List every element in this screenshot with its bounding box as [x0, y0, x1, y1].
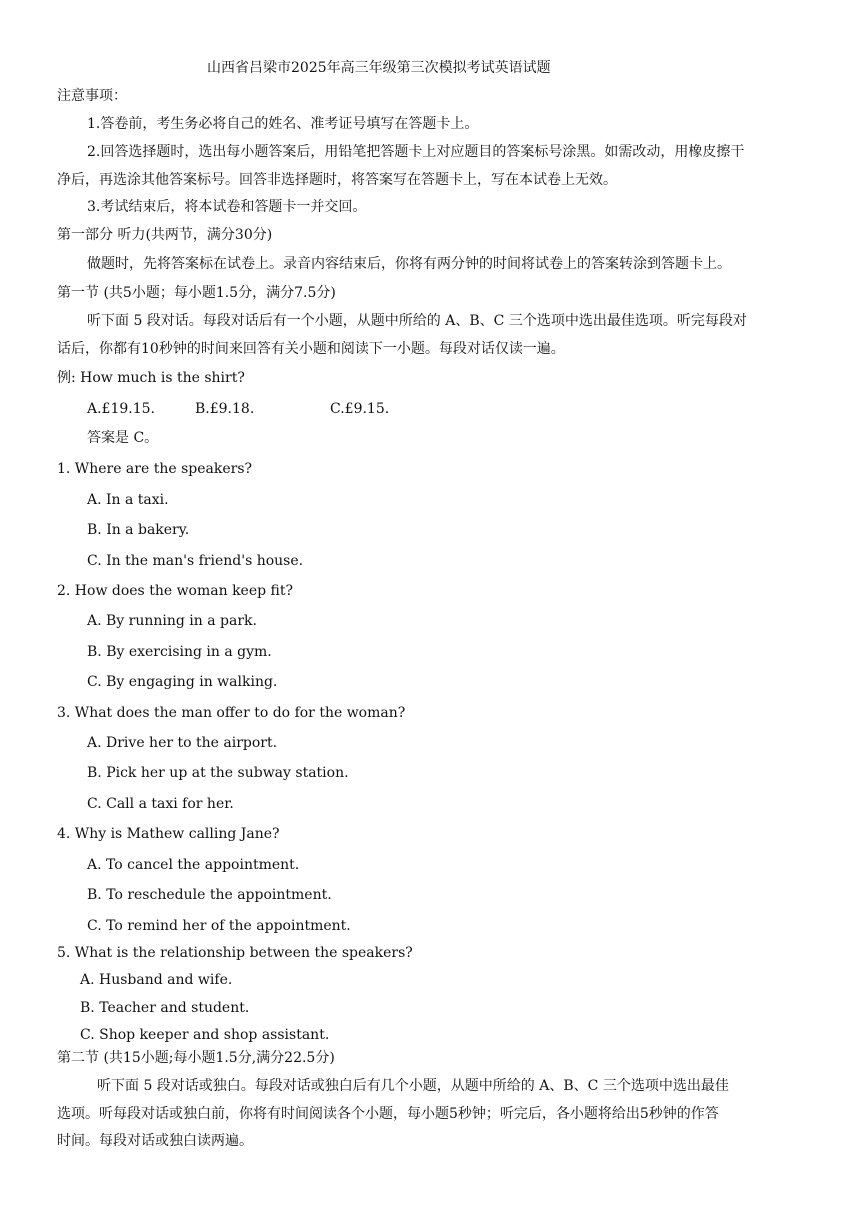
question-4: 4. Why is Mathew calling Jane?	[57, 826, 280, 842]
question-2-option-c: C. By engaging in walking.	[87, 674, 278, 690]
question-3-option-a: A. Drive her to the airport.	[87, 735, 278, 751]
question-5-option-b: B. Teacher and student.	[80, 1000, 250, 1016]
notice-item-2-line-2: 净后，再选涂其他答案标号。回答非选择题时，将答案写在答题卡上，写在本试卷上无效。	[57, 172, 617, 188]
example-option-c: C.£9.15.	[330, 401, 390, 417]
example-option-b: B.£9.18.	[195, 401, 255, 417]
question-3: 3. What does the man offer to do for the woman?	[57, 705, 406, 721]
question-2-option-a: A. By running in a park.	[87, 613, 257, 629]
section2-instruction-line-3: 时间。每段对话或独白读两遍。	[57, 1133, 253, 1149]
section2-heading: 第二节 (共15小题;每小题1.5分,满分22.5分)	[57, 1050, 335, 1066]
question-5-option-c: C. Shop keeper and shop assistant.	[80, 1027, 330, 1043]
example-answer: 答案是 C。	[87, 430, 159, 446]
section2-instruction-line-1: 听下面 5 段对话或独白。每段对话或独白后有几个小题，从题中所给的 A、B、C 三个选项中选出最佳	[97, 1078, 729, 1094]
question-4-option-b: B. To reschedule the appointment.	[87, 887, 332, 903]
section2-instruction-line-2: 选项。听每段对话或独白前，你将有时间阅读各个小题，每小题5秒钟；听完后，各小题将给出5秒钟的作答	[57, 1106, 719, 1122]
page-title: 山西省吕梁市2025年高三年级第三次模拟考试英语试题	[207, 60, 551, 76]
notice-item-3: 3.考试结束后，将本试卷和答题卡一并交回。	[87, 199, 367, 215]
question-1: 1. Where are the speakers?	[57, 461, 253, 477]
question-5-option-a: A. Husband and wife.	[80, 972, 233, 988]
question-3-option-b: B. Pick her up at the subway station.	[87, 765, 349, 781]
example-option-a: A.£19.15.	[87, 401, 155, 417]
question-3-option-c: C. Call a taxi for her.	[87, 796, 234, 812]
question-4-option-a: A. To cancel the appointment.	[87, 857, 300, 873]
part1-heading: 第一部分 听力(共两节，满分30分)	[57, 227, 273, 243]
example-question: 例: How much is the shirt?	[57, 370, 245, 386]
section1-instruction-line-1: 听下面 5 段对话。每段对话后有一个小题，从题中所给的 A、B、C 三个选项中选出最佳选项。听完每段对	[87, 313, 747, 329]
notice-heading: 注意事项：	[57, 88, 127, 104]
question-1-option-a: A. In a taxi.	[87, 492, 169, 508]
section1-heading: 第一节 (共5小题；每小题1.5分，满分7.5分)	[57, 285, 336, 301]
question-1-option-c: C. In the man's friend's house.	[87, 553, 304, 569]
notice-item-1: 1.答卷前，考生务必将自己的姓名、准考证号填写在答题卡上。	[87, 116, 479, 132]
section1-instruction-line-2: 话后，你都有10秒钟的时间来回答有关小题和阅读下一小题。每段对话仅读一遍。	[57, 341, 565, 357]
part1-instruction: 做题时，先将答案标在试卷上。录音内容结束后，你将有两分钟的时间将试卷上的答案转涂到答题卡上。	[87, 256, 731, 272]
question-1-option-b: B. In a bakery.	[87, 522, 190, 538]
question-2: 2. How does the woman keep fit?	[57, 583, 294, 599]
question-5: 5. What is the relationship between the speakers?	[57, 945, 413, 961]
question-4-option-c: C. To remind her of the appointment.	[87, 918, 351, 934]
notice-item-2-line-1: 2.回答选择题时，选出每小题答案后，用铅笔把答题卡上对应题目的答案标号涂黑。如需改动，用橡皮擦干	[87, 144, 745, 160]
question-2-option-b: B. By exercising in a gym.	[87, 644, 272, 660]
